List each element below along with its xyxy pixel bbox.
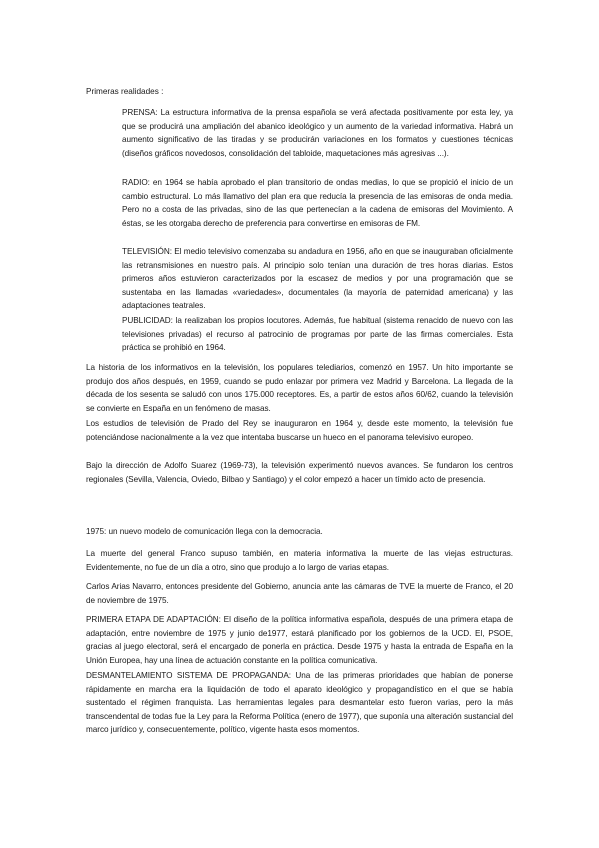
paragraph-publicidad: PUBLICIDAD: la realizaban los propios locutores. Además, fue habitual (sistema renacido de nuevo con las televisiones privadas) el recurso al patrocinio de programas por parte de las firmas comerciales. Esta práctica se prohibió en 1964. bbox=[122, 316, 513, 353]
paragraph-muerte-franco: La muerte del general Franco supuso también, en materia informativa la muerte de las viejas estructuras. Evidentemente, no fue de un día a otro, sino que produjo a lo largo de varias etapas. bbox=[86, 549, 513, 572]
paragraph-television: TELEVISIÓN: El medio televisivo comenzaba su andadura en 1956, año en que se inauguraban oficialmente las retransmisiones en nuestro país. Al principio solo tenían una duración de tres horas diarias. Estos primeros años estuvieron caracterizados por la escasez de medios y por una programación que se sustentaba en las llamadas «variedades», documentales (la mayoría de paternidad americana) y las adaptaciones teatrales. bbox=[122, 247, 513, 311]
section-heading: Primeras realidades : bbox=[86, 87, 164, 96]
paragraph-desmantelamiento: DESMANTELAMIENTO SISTEMA DE PROPAGANDA: Una de las primeras prioridades que habían de ponerse rápidamente en marcha era la liquidación de todo el aparato ideológico y propagandístico en el que se había sustentado el régimen franquista. Las herramientas legales para desmantelar esto fueron varias, pero la más transcendental de todas fue la Ley para la Reforma Política (enero de 1977), que suponía una alteración sustancial del marco jurídico y, consecuentemente, político, vigente hasta esos momentos. bbox=[86, 671, 513, 735]
section2-heading: 1975: un nuevo modelo de comunicación llega con la democracia. bbox=[86, 527, 323, 536]
paragraph-arias-navarro: Carlos Arias Navarro, entonces presidente del Gobierno, anuncia ante las cámaras de TVE la muerte de Franco, el 20 de noviembre de 1975. bbox=[86, 582, 513, 605]
paragraph-adolfo-suarez: Bajo la dirección de Adolfo Suarez (1969-73), la televisión experimentó nuevos avances. Se fundaron los centros regionales (Sevilla, Valencia, Oviedo, Bilbao y Santiago) y el color empezó a hacer un tímido acto de presencia. bbox=[86, 461, 513, 484]
paragraph-prensa: PRENSA: La estructura informativa de la prensa española se verá afectada positivamente por esta ley, ya que se producirá una ampliación del abanico ideológico y un aumento de la variedad informativa. Habrá un aumento significativo de las tiradas y se producirán variaciones en los formatos y cuestiones técnicas (diseños gráficos novedosos, consolidación del tabloide, maquetaciones más agresivas ...). bbox=[122, 108, 513, 158]
paragraph-prado-del-rey: Los estudios de televisión de Prado del Rey se inauguraron en 1964 y, desde este momento, la televisión fue potenciándose nacionalmente a la vez que intentaba buscarse un hueco en el panorama televisivo europeo. bbox=[86, 419, 513, 442]
paragraph-primera-etapa: PRIMERA ETAPA DE ADAPTACIÓN: El diseño de la política informativa española, después de una primera etapa de adaptación, entre noviembre de 1975 y junio de1977, estará planificado por los gobiernos de la UCD. El, PSOE, gracias al juego electoral, será el encargado de ponerla en práctica. Desde 1975 y hasta la entrada de España en la Unión Europea, hay una línea de actuación constante en la política comunicativa. bbox=[86, 615, 513, 665]
paragraph-radio: RADIO: en 1964 se había aprobado el plan transitorio de ondas medias, lo que se propició el inicio de un cambio estructural. Lo más llamativo del plan era que reducía la presencia de las emisoras de onda media. Pero no a costa de las privadas, sino de las que pertenecían a la cadena de emisoras del Movimiento. A éstas, se les otorgaba derecho de preferencia para convertirse en emisoras de FM. bbox=[122, 178, 513, 228]
paragraph-informativos-history: La historia de los informativos en la televisión, los populares telediarios, comenzó en 1957. Un hito importante se produjo dos años después, en 1959, cuando se pudo enlazar por primera vez Madrid y Barcelona. La llegada de la década de los sesenta se saludó con unos 175.000 receptores. Es, a partir de estos años 60/62, cuando la televisión se convierte en España en un fenómeno de masas. bbox=[86, 363, 513, 413]
